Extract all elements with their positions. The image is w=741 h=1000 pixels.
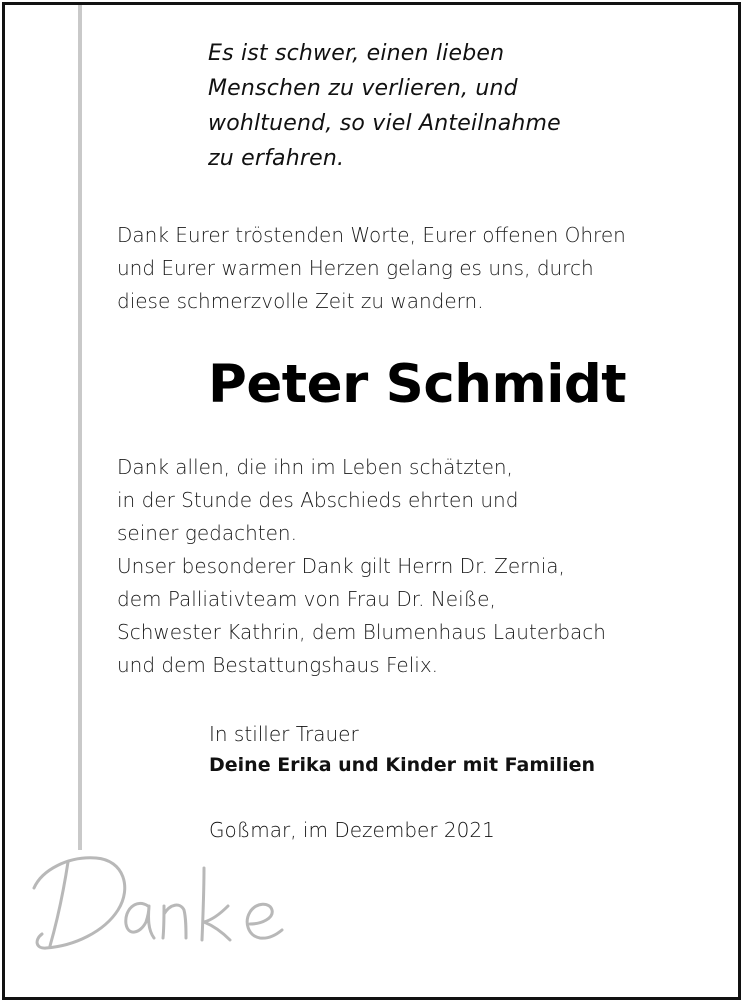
place-date: Goßmar, im Dezember 2021	[209, 818, 495, 842]
quote-line: Menschen zu verlieren, und	[208, 76, 518, 101]
thanks-detail-line: und dem Bestattungshaus Felix.	[117, 653, 439, 677]
thanks-detail-line: dem Palliativteam von Frau Dr. Neiße,	[117, 587, 496, 611]
thanks-detail	[117, 451, 606, 682]
mourning-family: Deine Erika und Kinder mit Familien	[209, 754, 596, 776]
thanks-detail-line: seiner gedachten.	[117, 521, 297, 545]
mourning-intro: In stiller Trauer	[209, 722, 359, 746]
thanks-detail-line: Unser besonderer Dank gilt Herrn Dr. Zernia,	[117, 554, 565, 578]
deceased-name: Peter Schmidt	[208, 354, 627, 415]
quote-line: zu erfahren.	[208, 146, 345, 171]
thanks-intro	[117, 219, 626, 318]
thanks-detail-line: in der Stunde des Abschieds ehrten und	[117, 488, 519, 512]
thanks-intro-line: diese schmerzvolle Zeit zu wandern.	[117, 289, 484, 313]
thanks-intro-line: Dank Eurer tröstenden Worte, Eurer offenen Ohren	[117, 223, 626, 247]
quote-line: Es ist schwer, einen lieben	[208, 41, 505, 66]
thanks-detail-line: Schwester Kathrin, dem Blumenhaus Lauterbach	[117, 620, 606, 644]
vertical-divider	[78, 5, 82, 850]
mourning-block	[209, 719, 595, 781]
quote-block	[208, 36, 561, 176]
danke-signature-art	[28, 848, 298, 958]
thanks-detail-line: Dank allen, die ihn im Leben schätzten,	[117, 455, 513, 479]
thanks-intro-line: und Eurer warmen Herzen gelang es uns, durch	[117, 256, 594, 280]
quote-line: wohltuend, so viel Anteilnahme	[208, 111, 561, 136]
